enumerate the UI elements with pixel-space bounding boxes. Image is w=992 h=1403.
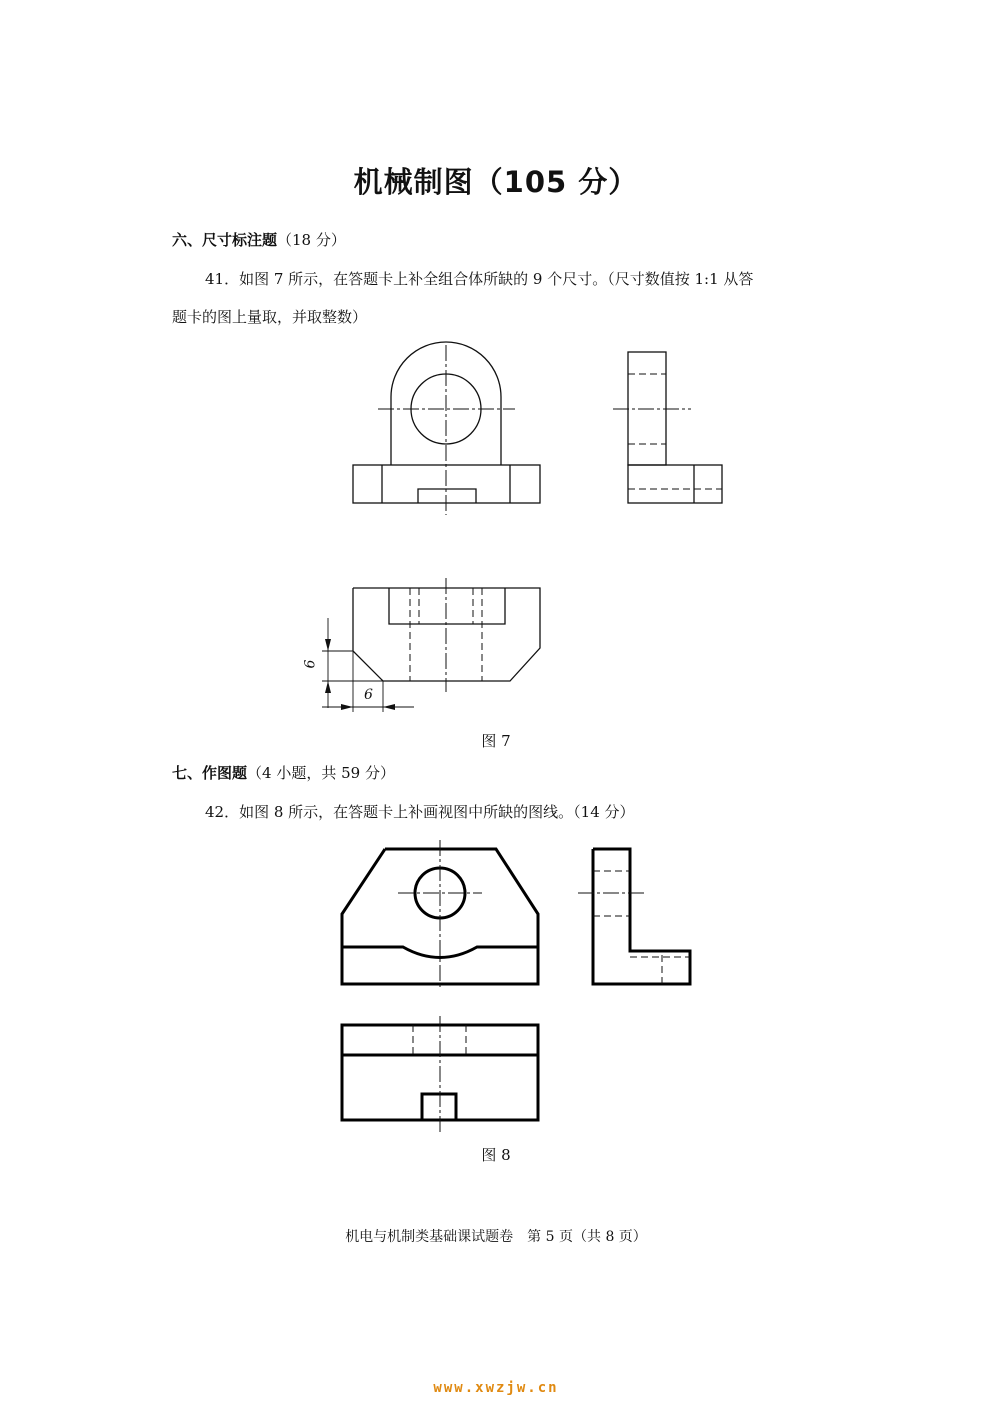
site-watermark: www.xwzjw.cn — [433, 1380, 559, 1396]
question-42-text: 42．如图 8 所示，在答题卡上补画视图中所缺的图线。（14 分） — [205, 803, 635, 821]
page-footer: 机电与机制类基础课试题卷 第 5 页（共 8 页） — [345, 1229, 647, 1245]
fig8-front-view — [342, 840, 538, 990]
fig7-dim-horizontal-value: 6 — [364, 687, 373, 703]
section-7-points: （4 小题，共 59 分） — [247, 764, 395, 782]
fig8-side-view — [578, 849, 690, 984]
figure-7-caption: 图 7 — [481, 732, 511, 750]
fig7-dim-vertical-value: 6 — [302, 659, 319, 669]
question-41-line-2: 题卡的图上量取，并取整数） — [172, 308, 368, 326]
figure-8-caption: 图 8 — [481, 1146, 511, 1164]
page-title: 机械制图（105 分） — [353, 165, 639, 199]
question-41-line-1: 41．如图 7 所示，在答题卡上补全组合体所缺的 9 个尺寸。（尺寸数值按 1:1 从答 — [205, 270, 754, 288]
section-6-points: （18 分） — [277, 231, 346, 249]
section-7-heading-text: 七、作图题 — [172, 764, 248, 782]
fig8-top-view — [342, 1016, 538, 1132]
section-6-heading-text: 六、尺寸标注题 — [172, 231, 278, 249]
